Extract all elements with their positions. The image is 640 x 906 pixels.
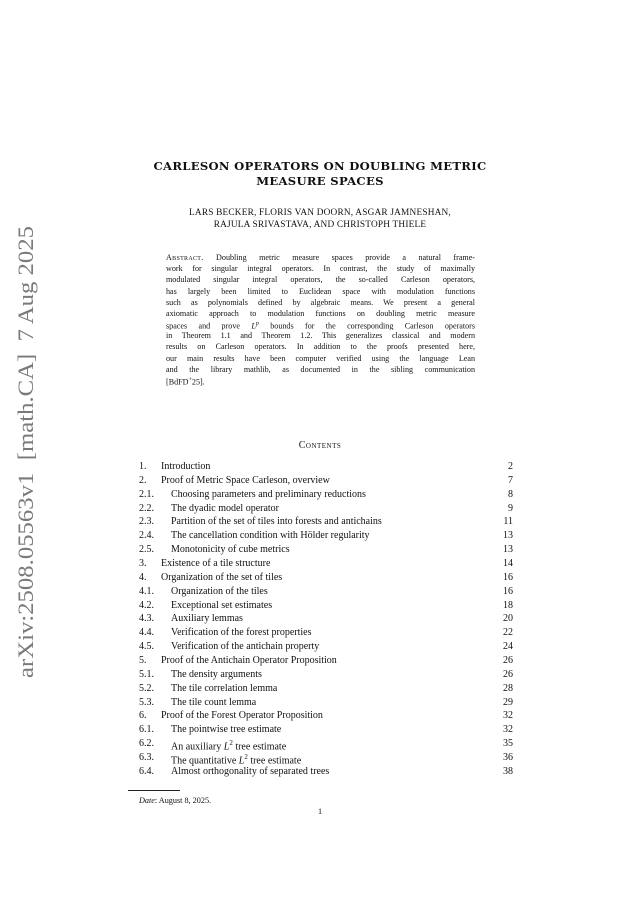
arxiv-side-stamp [2,222,46,682]
toc-entry-number: 2.2. [139,502,154,514]
abstract-line: modulated singular integral operators, the so-called Carleson operators, [166,275,475,285]
arxiv-identifier-text: arXiv:2508.05563v1 [math.CA] 7 Aug 2025 [13,266,38,678]
toc-title-text: The dyadic model operator [171,502,280,514]
toc-entry-number: 4. [139,571,147,583]
toc-entry-title[interactable] [171,668,262,682]
toc-entry-number: 4.5. [139,641,154,653]
toc-entry-page: 20 [503,613,513,625]
toc-entry-page: 13 [503,544,513,556]
toc-entry-number: 2. [139,474,147,486]
toc-title-text: Monotonicity of cube metrics [171,544,290,556]
date-footnote [139,796,211,805]
toc-entry-number: 4.4. [139,627,154,639]
toc-entry[interactable] [139,640,513,654]
toc-entry-number: 6.3. [139,752,154,764]
abstract-heading: Abstract. [166,253,204,262]
toc-entry-page: 32 [503,710,513,722]
table-of-contents [139,460,513,779]
toc-title-text: tree estimate [247,755,302,767]
toc-entry-title[interactable] [161,571,282,585]
toc-entry-title[interactable] [171,640,319,654]
toc-entry[interactable] [139,626,513,640]
toc-entry-number: 2.3. [139,516,154,528]
toc-title-text: The tile count lemma [171,696,257,708]
footnote-label: Date [139,796,155,805]
toc-entry-page: 13 [503,530,513,542]
author-list [110,208,530,231]
toc-title-text: Verification of the forest properties [171,627,312,639]
abstract-line: in Theorem 1.1 and Theorem 1.2. This generalizes classical and modern [166,331,475,341]
toc-title-text: Proof of Metric Space Carleson, overview [161,474,330,486]
toc-entry-page: 14 [503,558,513,570]
toc-entry[interactable] [139,599,513,613]
toc-entry-number: 6.4. [139,765,154,777]
toc-entry-number: 6. [139,710,147,722]
toc-entry[interactable] [139,515,513,529]
toc-title-text: Almost orthogonality of separated trees [171,765,330,777]
authors-line-2: RAJULA SRIVASTAVA, AND CHRISTOPH THIELE [213,219,427,230]
toc-title-text: Organization of the set of tiles [161,571,283,583]
toc-entry-title[interactable] [161,474,330,488]
toc-title-text: Organization of the tiles [171,585,268,597]
toc-title-text: Existence of a tile structure [161,558,271,570]
contents-heading: Contents [298,440,342,451]
toc-entry-title[interactable] [171,488,366,502]
toc-entry-title[interactable] [171,612,243,626]
toc-entry[interactable] [139,529,513,543]
toc-title-text: Choosing parameters and preliminary reductions [171,488,366,500]
toc-entry-title[interactable] [171,515,382,529]
math-superscript: 2 [229,739,233,748]
title-line-1: CARLESON OPERATORS ON DOUBLING METRIC [153,159,487,173]
toc-entry-title[interactable] [171,529,370,543]
toc-entry-page: 26 [503,668,513,680]
toc-entry-page: 22 [503,627,513,639]
toc-title-text: Proof of the Antichain Operator Proposition [161,655,337,667]
toc-entry-page: 9 [508,502,513,514]
toc-entry-page: 16 [503,571,513,583]
abstract-line: work for singular integral operators. In contrast, the study of maximally [166,264,475,274]
toc-title-text: The density arguments [171,668,262,680]
toc-entry-number: 5.1. [139,668,154,680]
toc-entry-title[interactable] [161,460,210,474]
toc-entry-page: 11 [503,516,513,528]
toc-entry[interactable] [139,737,513,751]
toc-title-text: The pointwise tree estimate [171,724,282,736]
abstract [166,252,475,386]
toc-title-text: Partition of the set of tiles into forests and antichains [171,516,382,528]
toc-entry-page: 38 [503,765,513,777]
page-number: 1 [317,807,323,816]
toc-entry-page: 18 [503,599,513,611]
math-symbol: L [223,741,230,753]
math-symbol: L [238,755,245,767]
footnote-text: : August 8, 2025. [154,796,212,805]
toc-entry-page: 16 [503,585,513,597]
citation-superscript: + [188,376,192,383]
toc-entry-page: 26 [503,655,513,667]
toc-entry-page: 29 [503,696,513,708]
toc-entry-page: 2 [508,461,513,472]
abstract-line: has largely been limited to Euclidean space with modulation functions [166,286,475,296]
toc-entry-number: 6.2. [139,738,154,750]
math-superscript: 2 [244,753,248,762]
paper-title [110,159,530,189]
toc-entry-number: 2.5. [139,544,154,556]
citation-year: 25]. [191,377,205,387]
toc-entry[interactable] [139,474,513,488]
toc-entry-number: 4.3. [139,613,154,625]
toc-entry-title[interactable] [161,557,270,571]
toc-entry-page: 28 [503,682,513,694]
toc-title-text: An auxiliary [171,741,224,753]
toc-entry-page: 32 [503,724,513,736]
abstract-text: Doubling metric measure spaces provide a natural frame- [216,253,475,262]
toc-title-text: tree estimate [232,741,287,753]
toc-entry[interactable] [139,502,513,516]
toc-entry[interactable] [139,723,513,737]
toc-entry[interactable] [139,668,513,682]
toc-title-text: The quantitative [171,755,239,767]
toc-entry-title[interactable] [161,654,337,668]
toc-entry[interactable] [139,709,513,723]
toc-title-text: The cancellation condition with Hölder regularity [171,530,370,542]
toc-entry[interactable] [139,696,513,710]
toc-entry-number: 6.1. [139,724,154,736]
toc-entry-page: 8 [508,488,513,500]
toc-entry-number: 3. [139,558,147,570]
abstract-line: results on Carleson operators. In addition to the proofs presented here, [166,342,475,352]
toc-entry-page: 36 [503,752,513,764]
toc-entry-title[interactable] [171,696,256,710]
abstract-line [166,375,475,386]
abstract-text: spaces and prove [166,321,252,331]
toc-entry[interactable] [139,571,513,585]
toc-entry-number: 4.1. [139,585,154,597]
authors-line-1: LARS BECKER, FLORIS VAN DOORN, ASGAR JAMNESHAN, [189,208,451,218]
abstract-line: axiomatic approach to modulation functions on doubling metric measure [166,308,475,318]
toc-entry-title[interactable] [171,599,272,613]
citation-link[interactable]: [BdFD [166,377,189,387]
toc-title-text: Proof of the Forest Operator Proposition [161,710,323,722]
abstract-line [166,319,475,330]
toc-entry-page: 24 [503,641,513,653]
toc-entry-title[interactable] [161,709,323,723]
abstract-text: bounds for the corresponding Carleson operators [258,321,475,331]
toc-title-text: Introduction [161,461,211,472]
toc-entry-title[interactable] [171,765,329,779]
footnote-rule [128,790,180,791]
toc-entry-title[interactable] [171,682,277,696]
abstract-line: and the library mathlib, as documented in the sibling communication [166,364,475,374]
toc-entry-number: 2.4. [139,530,154,542]
math-superscript: p [255,321,259,328]
toc-entry[interactable] [139,612,513,626]
toc-entry-number: 1. [139,461,147,472]
toc-entry-title[interactable] [171,543,290,557]
toc-entry[interactable] [139,751,513,765]
title-line-2: MEASURE SPACES [256,174,384,188]
toc-title-text: Exceptional set estimates [171,599,273,611]
toc-entry[interactable] [139,488,513,502]
toc-entry-number: 2.1. [139,488,154,500]
toc-entry[interactable] [139,460,513,474]
toc-entry[interactable] [139,654,513,668]
toc-entry[interactable] [139,543,513,557]
toc-entry[interactable] [139,557,513,571]
toc-title-text: The tile correlation lemma [171,682,278,694]
toc-entry[interactable] [139,585,513,599]
toc-entry[interactable] [139,765,513,779]
toc-entry-number: 5.3. [139,696,154,708]
toc-entry-number: 4.2. [139,599,154,611]
abstract-line [166,252,475,263]
toc-entry-title[interactable] [171,626,312,640]
toc-entry-title[interactable] [171,502,279,516]
toc-title-text: Verification of the antichain property [171,641,320,653]
abstract-line: our main results have been computer verified using the language Lean [166,353,475,363]
toc-entry-title[interactable] [171,723,281,737]
toc-entry-number: 5. [139,655,147,667]
toc-entry-number: 5.2. [139,682,154,694]
toc-title-text: Auxiliary lemmas [171,613,243,625]
toc-entry-title[interactable] [171,585,268,599]
math-symbol: L [251,321,256,331]
abstract-line: such as polynomials defined by algebraic means. We present a general [166,297,475,307]
toc-entry[interactable] [139,682,513,696]
toc-entry-page: 35 [503,738,513,750]
toc-entry-page: 7 [508,474,513,486]
